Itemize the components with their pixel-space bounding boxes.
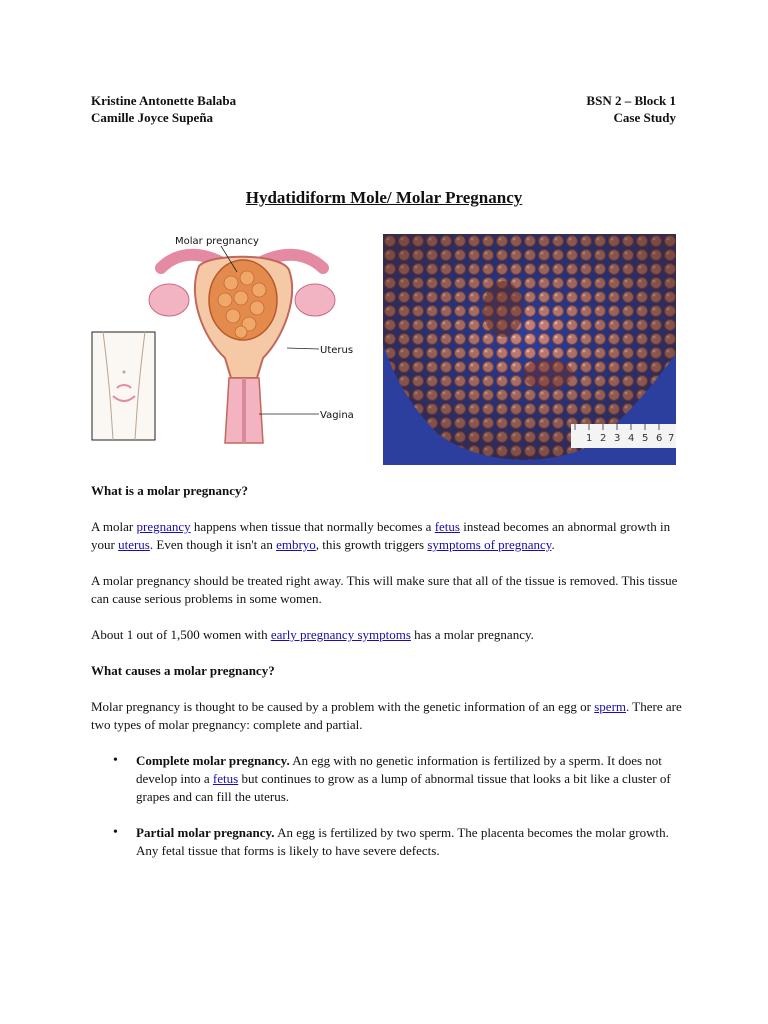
ruler-mark: 3 xyxy=(614,433,621,444)
ruler-mark: 5 xyxy=(642,433,649,444)
ruler-mark: 4 xyxy=(628,433,635,444)
course-label: BSN 2 – Block 1 xyxy=(586,93,676,108)
text-run: About 1 out of 1,500 women with xyxy=(91,627,271,642)
document-type: Case Study xyxy=(613,110,676,125)
paragraph xyxy=(91,626,691,644)
ruler-mark: 2 xyxy=(600,433,607,444)
page-title: Hydatidiform Mole/ Molar Pregnancy xyxy=(245,188,523,207)
text-run: . xyxy=(551,537,555,552)
link-symptoms-of-pregnancy[interactable]: symptoms of pregnancy xyxy=(427,537,552,552)
label-vagina: Vagina xyxy=(320,410,354,421)
text-run: happens when tissue that normally becomes a xyxy=(190,519,435,534)
link-sperm[interactable]: sperm xyxy=(594,699,627,714)
section-heading: What causes a molar pregnancy? xyxy=(91,663,275,678)
link-early-pregnancy-symptoms[interactable]: early pregnancy symptoms xyxy=(270,627,411,642)
label-molar-pregnancy: Molar pregnancy xyxy=(175,236,259,247)
text-run: , this growth triggers xyxy=(315,537,428,552)
bullet-list xyxy=(91,752,691,860)
text-run: . Even though it isn't an xyxy=(149,537,277,552)
text-run: . There are two types of molar pregnancy: complete and partial. xyxy=(91,699,682,732)
text-run: has a molar pregnancy. xyxy=(410,627,534,642)
paragraph xyxy=(91,698,691,734)
section-heading: What is a molar pregnancy? xyxy=(91,483,248,498)
link-pregnancy[interactable]: pregnancy xyxy=(136,519,191,534)
term: Complete molar pregnancy. xyxy=(136,753,290,768)
ruler-mark: 7 xyxy=(668,433,675,444)
link-uterus[interactable]: uterus xyxy=(118,537,150,552)
text-run: An egg is fertilized by two sperm. The placenta becomes the molar growth. Any fetal tissue that forms is likely to have severe defects. xyxy=(136,825,669,858)
list-item xyxy=(136,824,691,860)
link-fetus[interactable]: fetus xyxy=(434,519,460,534)
paragraph: A molar pregnancy should be treated right away. This will make sure that all of the tissue is removed. This tissue can cause serious problems in some women. xyxy=(91,573,678,606)
text-run: but continues to grow as a lump of abnormal tissue that looks a bit like a cluster of grapes and can fill the uterus. xyxy=(136,771,671,804)
text-run: An egg with no genetic information is fertilized by a sperm. It does not develop into a xyxy=(136,753,662,786)
term: Partial molar pregnancy. xyxy=(136,825,275,840)
author-block xyxy=(91,92,236,126)
specimen-photo xyxy=(383,234,676,465)
course-block xyxy=(586,92,676,126)
ruler-mark: 1 xyxy=(586,433,593,444)
link-fetus[interactable]: fetus xyxy=(212,771,239,786)
link-embryo[interactable]: embryo xyxy=(276,537,316,552)
text-run: instead becomes an abnormal growth in your xyxy=(91,519,671,552)
uterus-illustration xyxy=(91,228,377,446)
label-uterus: Uterus xyxy=(320,345,354,356)
paragraph xyxy=(91,518,691,554)
document-body xyxy=(91,482,691,878)
author-name: Kristine Antonette Balaba xyxy=(91,93,237,108)
author-name: Camille Joyce Supeña xyxy=(91,110,214,125)
list-item xyxy=(136,752,691,806)
ruler-mark: 6 xyxy=(656,433,663,444)
text-run: Molar pregnancy is thought to be caused by a problem with the genetic information of an egg or xyxy=(91,699,595,714)
text-run: A molar xyxy=(91,519,137,534)
